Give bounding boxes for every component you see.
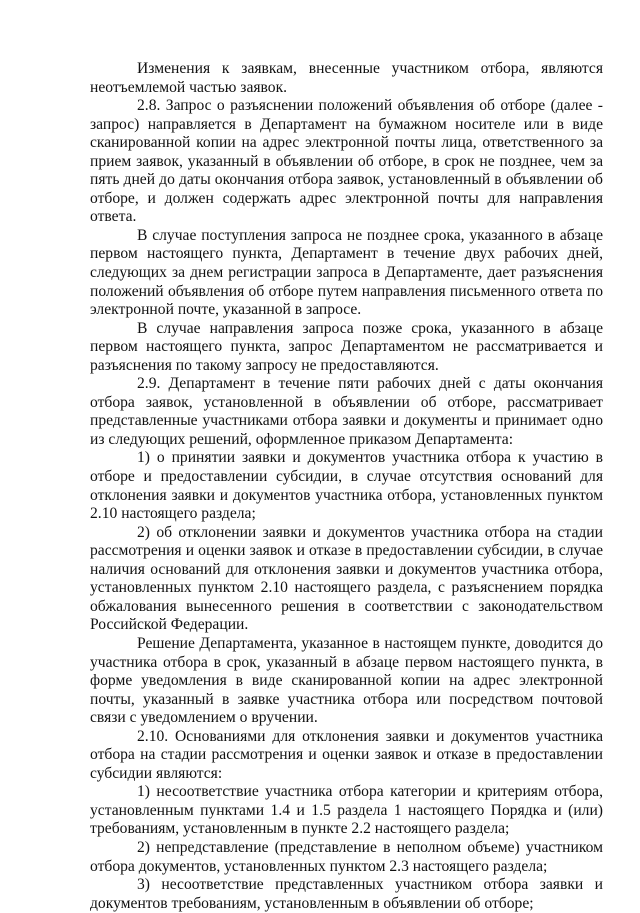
paragraph-ground-2: 2) непредставление (представление в неполном объеме) участником отбора документов, установленных пунктом 2.3 настоящего раздела;	[90, 838, 603, 875]
paragraph-decision-reject: 2) об отклонении заявки и документов участника отбора на стадии рассмотрения и оценки заявок и отказе в предоставлении субсидии, в случае наличия оснований для отклонения заявки и документов участника отбора, установленных пунктом 2.10 настоящего раздела, с разъяснением порядка обжалования вынесенного решения в соответствии с законодательством Российской Федерации.	[90, 523, 603, 634]
paragraph-timely-request: В случае поступления запроса не позднее срока, указанного в абзаце первом настоящего пункта, Департамент в течение двух рабочих дней, следующих за днем регистрации запроса в Департаменте, дает разъяснения положений объявления об отборе путем направления письменного ответа по электронной почте, указанной в запросе.	[90, 226, 603, 319]
paragraph-late-request: В случае направления запроса позже срока, указанного в абзаце первом настоящего пункта, запрос Департаментом не рассматривается и разъяснения по такому запросу не предоставляются.	[90, 319, 603, 374]
paragraph-2-10-grounds: 2.10. Основаниями для отклонения заявки и документов участника отбора на стадии рассмотрения и оценки заявок и отказе в предоставлении субсидии являются:	[90, 727, 603, 782]
paragraph-ground-1: 1) несоответствие участника отбора категории и критериям отбора, установленным пунктами 1.4 и 1.5 раздела 1 настоящего Порядка и (или) требованиям, установленным в пункте 2.2 настоящего раздела;	[90, 783, 603, 838]
paragraph-2-8-request: 2.8. Запрос о разъяснении положений объявления об отборе (далее - запрос) направляется в Департамент на бумажном носителе или в виде сканированной копии на адрес электронной почты лица, ответственного за прием заявок, указанный в объявлении об отборе, в срок не позднее, чем за пять дней до даты окончания отбора заявок, установленный в объявлении об отборе, и должен содержать адрес электронной почты для направления ответа.	[90, 97, 603, 226]
paragraph-decision-notice: Решение Департамента, указанное в настоящем пункте, доводится до участника отбора в срок, указанный в абзаце первом настоящего пункта, в форме уведомления в виде сканированной копии на адрес электронной почты, указанный в заявке участника отбора или посредством почтовой связи с уведомлением о вручении.	[90, 634, 603, 727]
paragraph-amendments: Изменения к заявкам, внесенные участником отбора, являются неотъемлемой частью заявок.	[90, 60, 603, 96]
paragraph-decision-accept: 1) о принятии заявки и документов участника отбора к участию в отборе и предоставлении субсидии, в случае отсутствия оснований для отклонения заявки и документов участника отбора, установленных пунктом 2.10 настоящего раздела;	[90, 449, 603, 523]
paragraph-ground-3: 3) несоответствие представленных участником отбора заявки и документов требованиям, установленным в объявлении об отборе;	[90, 876, 603, 912]
document-page	[90, 60, 603, 913]
paragraph-2-9-review: 2.9. Департамент в течение пяти рабочих дней с даты окончания отбора заявок, установленной в объявлении об отборе, рассматривает представленные участниками отбора заявки и документы и принимает одно из следующих решений, оформленное приказом Департамента:	[90, 375, 603, 448]
